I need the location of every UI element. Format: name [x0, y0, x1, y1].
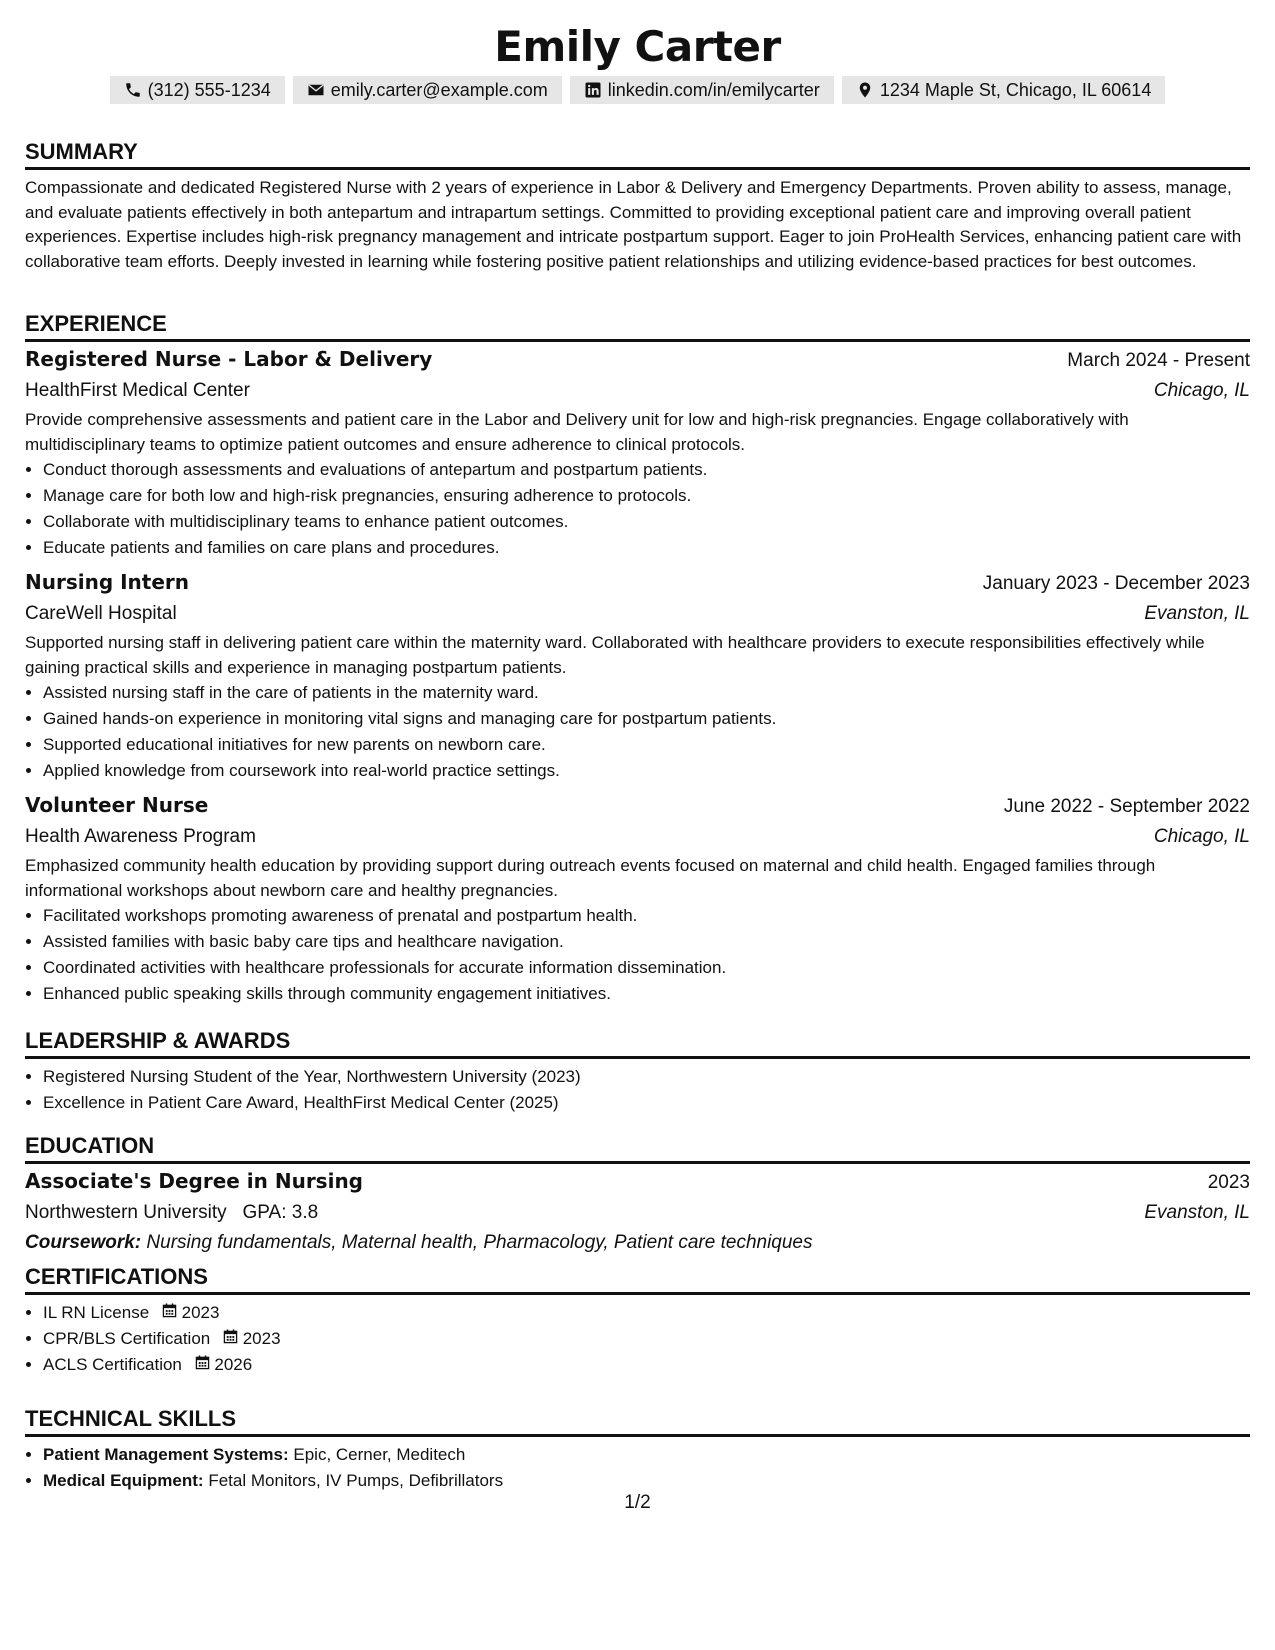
list-item: • Assisted nursing staff in the care of patients in the maternity ward. [43, 680, 1250, 706]
coursework [25, 1228, 1250, 1258]
section-title: CERTIFICATIONS [25, 1262, 1250, 1295]
phone-text: (312) 555-1234 [147, 80, 271, 100]
school-line [25, 1198, 318, 1228]
skills-section [25, 1404, 1250, 1494]
certifications-section [25, 1262, 1250, 1378]
email-text: emily.carter@example.com [330, 80, 548, 100]
job-description: Supported nursing staff in delivering patient care within the maternity ward. Collaborated with healthcare providers to execute responsibilities effectively while gaining practical skills and experience in managing postpartum patients. [25, 633, 1205, 677]
skill-value: Epic, Cerner, Meditech [293, 1445, 466, 1464]
calendar-icon [195, 1355, 210, 1370]
list-item [43, 1300, 1250, 1326]
job-entry [25, 567, 1250, 784]
list-item: • Registered Nursing Student of the Year, Northwestern University (2023) [43, 1064, 1250, 1090]
list-item [43, 1352, 1250, 1378]
job-entry [25, 344, 1250, 561]
job-organization: Health Awareness Program [25, 826, 256, 847]
cert-year: 2023 [181, 1303, 220, 1322]
linkedin-icon [584, 81, 602, 99]
job-dates: January 2023 - December 2023 [982, 573, 1250, 594]
skill-value: Fetal Monitors, IV Pumps, Defibrillators [208, 1471, 504, 1490]
gpa: GPA: 3.8 [242, 1202, 319, 1223]
list-item: • Educate patients and families on care plans and procedures. [43, 535, 1250, 561]
list-item [43, 1468, 1250, 1494]
job-description: Provide comprehensive assessments and patient care in the Labor and Delivery unit for low and high-risk pregnancies. Engage collaboratively with multidisciplinary teams to optimize patient outcomes and ensure adherence to clinical protocols. [25, 410, 1129, 454]
list-item: • Supported educational initiatives for new parents on newborn care. [43, 732, 1250, 758]
school-name: Northwestern University [25, 1202, 227, 1223]
section-title: EDUCATION [25, 1131, 1250, 1164]
job-bullets [25, 903, 1250, 1007]
envelope-icon [307, 81, 325, 99]
phone-icon [124, 81, 142, 99]
graduation-year: 2023 [1207, 1172, 1250, 1193]
calendar-icon [223, 1329, 238, 1344]
degree-title: Associate's Degree in Nursing [25, 1169, 363, 1193]
list-item: • Excellence in Patient Care Award, HealthFirst Medical Center (2025) [43, 1090, 1250, 1116]
certifications-list [25, 1300, 1250, 1378]
job-bullets [25, 457, 1250, 561]
experience-section [25, 309, 1250, 1007]
cert-year: 2026 [214, 1355, 253, 1374]
coursework-text: Nursing fundamentals, Maternal health, Pharmacology, Patient care techniques [146, 1232, 813, 1253]
candidate-name: Emily Carter [494, 22, 781, 71]
calendar-icon [162, 1303, 177, 1318]
list-item: • Enhanced public speaking skills through community engagement initiatives. [43, 981, 1250, 1007]
education-section [25, 1131, 1250, 1258]
job-location: Chicago, IL [1153, 380, 1250, 401]
section-title: TECHNICAL SKILLS [25, 1404, 1250, 1437]
job-title: Registered Nurse - Labor & Delivery [25, 347, 433, 371]
list-item: • Manage care for both low and high-risk pregnancies, ensuring adherence to protocols. [43, 483, 1250, 509]
section-title: SUMMARY [25, 137, 1250, 170]
contact-phone[interactable] [110, 76, 285, 104]
contact-email[interactable] [293, 76, 562, 104]
contact-linkedin[interactable] [570, 76, 834, 104]
job-organization: CareWell Hospital [25, 603, 177, 624]
list-item: • Gained hands-on experience in monitoring vital signs and managing care for postpartum patients. [43, 706, 1250, 732]
awards-section [25, 1026, 1250, 1116]
list-item: • Conduct thorough assessments and evaluations of antepartum and postpartum patients. [43, 457, 1250, 483]
linkedin-text: linkedin.com/in/emilycarter [607, 80, 820, 100]
section-title: LEADERSHIP & AWARDS [25, 1026, 1250, 1059]
map-pin-icon [856, 81, 874, 99]
job-dates: March 2024 - Present [1067, 350, 1250, 371]
list-item: • Collaborate with multidisciplinary teams to enhance patient outcomes. [43, 509, 1250, 535]
list-item [43, 1326, 1250, 1352]
skill-label: Patient Management Systems: [43, 1445, 289, 1464]
coursework-label: Coursework: [25, 1232, 142, 1253]
list-item: • Applied knowledge from coursework into real-world practice settings. [43, 758, 1250, 784]
cert-year: 2023 [242, 1329, 281, 1348]
cert-name: CPR/BLS Certification [43, 1329, 211, 1348]
list-item: • Facilitated workshops promoting awareness of prenatal and postpartum health. [43, 903, 1250, 929]
job-location: Chicago, IL [1153, 826, 1250, 847]
cert-name: ACLS Certification [43, 1355, 182, 1374]
job-entry [25, 790, 1250, 1007]
list-item [43, 1442, 1250, 1468]
section-title: EXPERIENCE [25, 309, 1250, 342]
page-number: 1/2 [624, 1492, 651, 1513]
job-description: Emphasized community health education by providing support during outreach events focused on maternal and child health. Engaged families through informational workshops about newborn care and healthy pregnancies. [25, 856, 1156, 900]
summary-text: Compassionate and dedicated Registered Nurse with 2 years of experience in Labor & Delivery and Emergency Departments. Proven ability to assess, manage, and evaluate patients effectively in both antepartum and intrapartum settings. Committed to providing exceptional patient care and improving overall patient experiences. Expertise includes high-risk pregnancy management and intricate postpartum support. Eager to join ProHealth Services, enhancing patient care with collaborative team efforts. Deeply invested in learning while fostering positive patient relationships and utilizing evidence-based practices for best outcomes. [25, 178, 1242, 271]
skills-list [25, 1442, 1250, 1494]
list-item: • Coordinated activities with healthcare professionals for accurate information dissemination. [43, 955, 1250, 981]
cert-name: IL RN License [43, 1303, 150, 1322]
list-item: • Assisted families with basic baby care tips and healthcare navigation. [43, 929, 1250, 955]
job-title: Volunteer Nurse [25, 793, 209, 817]
awards-list [25, 1064, 1250, 1116]
job-dates: June 2022 - September 2022 [1003, 796, 1250, 817]
contact-address[interactable] [842, 76, 1166, 104]
contact-bar [25, 76, 1250, 104]
skill-label: Medical Equipment: [43, 1471, 204, 1490]
job-organization: HealthFirst Medical Center [25, 380, 250, 401]
school-location: Evanston, IL [1144, 1202, 1250, 1223]
resume-page [25, 0, 1250, 1490]
summary-section [25, 137, 1250, 274]
job-title: Nursing Intern [25, 570, 190, 594]
job-bullets [25, 680, 1250, 784]
job-location: Evanston, IL [1144, 603, 1250, 624]
address-text: 1234 Maple St, Chicago, IL 60614 [879, 80, 1152, 100]
